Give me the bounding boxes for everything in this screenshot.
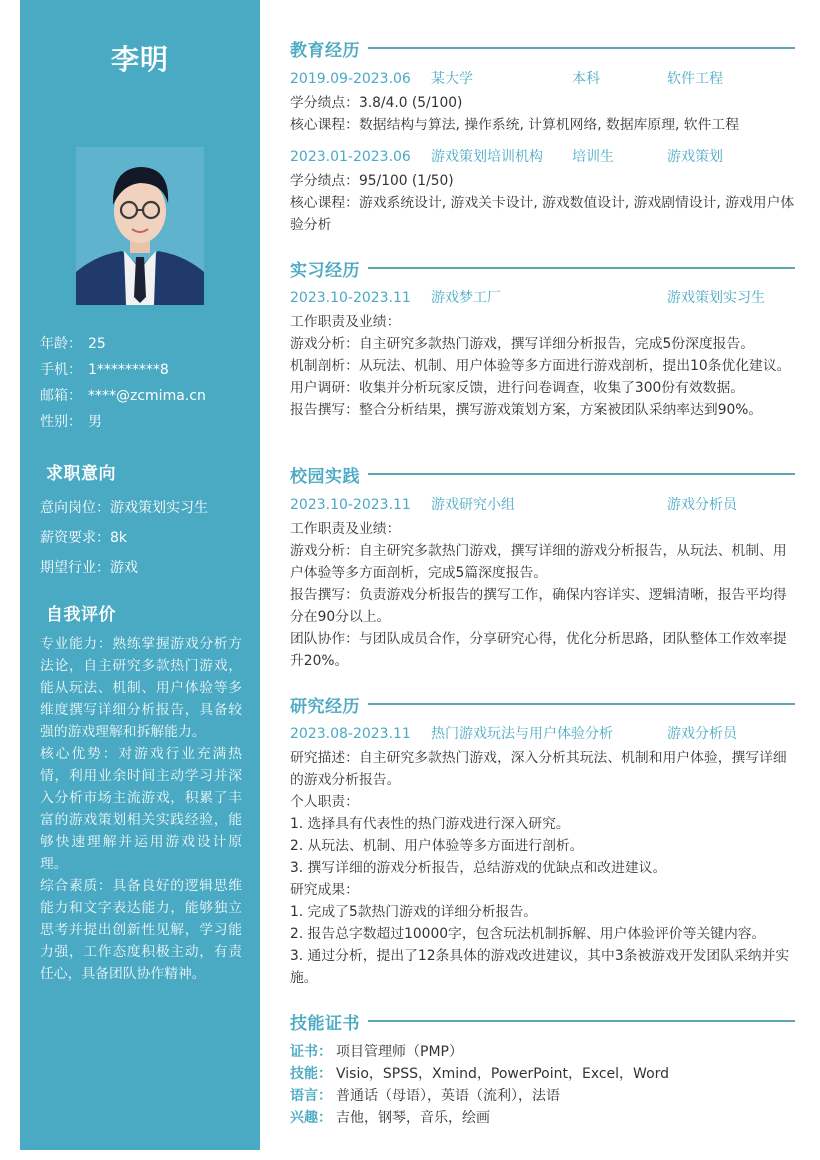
section-title: 校园实践 [290,466,360,487]
job-intent [40,497,255,587]
campus-item [290,494,795,672]
skill-value: 吉他，钢琴，音乐，绘画 [336,1110,490,1126]
desc-line: 游戏分析：自主研究多款热门游戏，撰写详细的游戏分析报告，从玩法、机制、用户体验等多方面剖析，完成5篇深度报告。 [290,543,787,581]
skill-row-interests [290,1107,795,1129]
portrait-photo [76,147,204,305]
desc-line: 个人职责： [290,794,359,810]
section-research-header [290,692,795,716]
company-name: 游戏梦工厂 [431,290,501,306]
date-range: 2023.10-2023.11 [290,497,411,513]
major: 软件工程 [667,71,723,87]
education-item [290,146,795,236]
intent-value: 游戏 [110,560,138,576]
info-label: 邮箱： [40,388,82,404]
info-email [40,386,250,412]
section-rule [368,703,795,706]
internship-item [290,287,795,421]
info-value: 25 [88,336,106,352]
skill-value: 普通话（母语），英语（流利），法语 [336,1088,560,1104]
skill-label: 技能： [290,1066,332,1082]
desc-line: 报告撰写：负责游戏分析报告的撰写工作，确保内容详实、逻辑清晰，报告平均得分在90分以上。 [290,587,787,625]
internship-meta [290,287,795,309]
desc-line: 用户调研：收集并分析玩家反馈，进行问卷调查，收集了300份有效数据。 [290,380,745,396]
desc-line: 1. 完成了5款热门游戏的详细分析报告。 [290,904,538,920]
intent-value: 游戏策划实习生 [110,500,208,516]
info-value: 1*********8 [88,362,169,378]
job-role: 游戏策划实习生 [667,290,765,306]
portrait-image [76,147,204,305]
desc-line: 报告撰写：整合分析结果，撰写游戏策划方案，方案被团队采纳率达到90%。 [290,402,763,418]
skill-value: Visio，SPSS，Xmind，PowerPoint，Excel，Word [336,1066,670,1082]
eval-paragraph: 综合素质：具备良好的逻辑思维能力和文字表达能力，能够独立思考并提出创新性见解，学习能力强，工作态度积极主动，有责任心，具备团队协作精神。 [40,878,242,982]
education-item [290,68,795,136]
intent-label: 意向岗位： [40,500,110,516]
skill-row-certificate [290,1041,795,1063]
desc-line: 研究描述：自主研究多款热门游戏，深入分析其玩法、机制和用户体验，撰写详细的游戏分析报告。 [290,750,787,788]
courses-line: 核心课程：数据结构与算法, 操作系统, 计算机网络, 数据库原理, 软件工程 [290,117,739,133]
skill-row-skills [290,1063,795,1085]
desc-line: 1. 选择具有代表性的热门游戏进行深入研究。 [290,816,570,832]
gpa-line: 学分绩点：3.8/4.0 (5/100) [290,95,463,111]
degree: 本科 [572,71,600,87]
intent-salary [40,527,255,557]
sidebar [20,0,260,1150]
info-value: ****@zcmima.cn [88,388,206,404]
section-title: 教育经历 [290,40,360,61]
skill-label: 语言： [290,1088,332,1104]
desc-line: 3. 通过分析，提出了12条具体的游戏改进建议，其中3条被游戏开发团队采纳并实施。 [290,948,790,986]
info-value: 男 [88,414,102,430]
eval-paragraph: 核心优势：对游戏行业充满热情，利用业余时间主动学习并深入分析市场主流游戏，积累了丰富的游戏策划相关实践经验，能够快速理解并运用游戏设计原理。 [40,746,242,872]
info-label: 手机： [40,362,82,378]
courses-line: 核心课程：游戏系统设计, 游戏关卡设计, 游戏数值设计, 游戏剧情设计, 游戏用户体验分析 [290,195,795,233]
gpa-line: 学分绩点：95/100 (1/50) [290,173,454,189]
date-range: 2023.08-2023.11 [290,726,411,742]
intent-label: 薪资要求： [40,530,110,546]
desc-line: 团队协作：与团队成员合作，分享研究心得，优化分析思路，团队整体工作效率提升20%。 [290,631,787,669]
school-name: 游戏策划培训机构 [431,149,543,165]
desc-line: 3. 撰写详细的游戏分析报告，总结游戏的优缺点和改进建议。 [290,860,667,876]
info-gender [40,412,250,438]
intent-label: 期望行业： [40,560,110,576]
section-rule [368,1020,795,1023]
section-internship-header [290,256,795,280]
degree: 培训生 [572,149,614,165]
info-label: 年龄： [40,336,82,352]
section-rule [368,267,795,270]
date-range: 2023.10-2023.11 [290,290,411,306]
major: 游戏策划 [667,149,723,165]
job-role: 游戏分析员 [667,497,737,513]
intent-industry [40,557,255,587]
research-meta [290,723,795,745]
self-evaluation [40,633,242,985]
section-title: 技能证书 [290,1013,360,1034]
desc-line: 研究成果： [290,882,359,898]
info-age [40,334,250,360]
intent-position [40,497,255,527]
skill-value: 项目管理师（PMP） [336,1044,463,1060]
date-range: 2019.09-2023.06 [290,71,411,87]
candidate-name: 李明 [110,43,169,76]
intent-title: 求职意向 [46,464,116,484]
desc-line: 游戏分析：自主研究多款热门游戏，撰写详细分析报告，完成5份深度报告。 [290,336,755,352]
personal-info [40,334,250,438]
section-title: 实习经历 [290,260,360,281]
self-eval-title: 自我评价 [46,605,116,625]
desc-line: 工作职责及业绩： [290,521,401,537]
skill-label: 证书： [290,1044,332,1060]
education-meta [290,146,795,168]
section-rule [368,473,795,476]
section-education-header [290,36,795,60]
section-title: 研究经历 [290,696,360,717]
skills-list [290,1041,795,1129]
desc-line: 2. 从玩法、机制、用户体验等多方面进行剖析。 [290,838,584,854]
section-skills-header [290,1009,795,1033]
organization-name: 游戏研究小组 [431,497,515,513]
job-role: 游戏分析员 [667,726,737,742]
campus-meta [290,494,795,516]
desc-line: 工作职责及业绩： [290,314,401,330]
eval-paragraph: 专业能力：熟练掌握游戏分析方法论，自主研究多款热门游戏，能从玩法、机制、用户体验等多维度撰写详细分析报告，具备较强的游戏理解和拆解能力。 [40,636,242,740]
section-rule [368,47,795,50]
desc-line: 机制剖析：从玩法、机制、用户体验等多方面进行游戏剖析，提出10条优化建议。 [290,358,791,374]
date-range: 2023.01-2023.06 [290,149,411,165]
info-phone [40,360,250,386]
school-name: 某大学 [431,71,473,87]
intent-value: 8k [110,530,128,546]
skill-label: 兴趣： [290,1110,332,1126]
info-label: 性别： [40,414,82,430]
desc-line: 2. 报告总字数超过10000字，包含玩法机制拆解、用户体验评价等关键内容。 [290,926,766,942]
research-item [290,723,795,989]
education-meta [290,68,795,90]
project-name: 热门游戏玩法与用户体验分析 [431,726,613,742]
section-campus-header [290,462,795,486]
skill-row-languages [290,1085,795,1107]
